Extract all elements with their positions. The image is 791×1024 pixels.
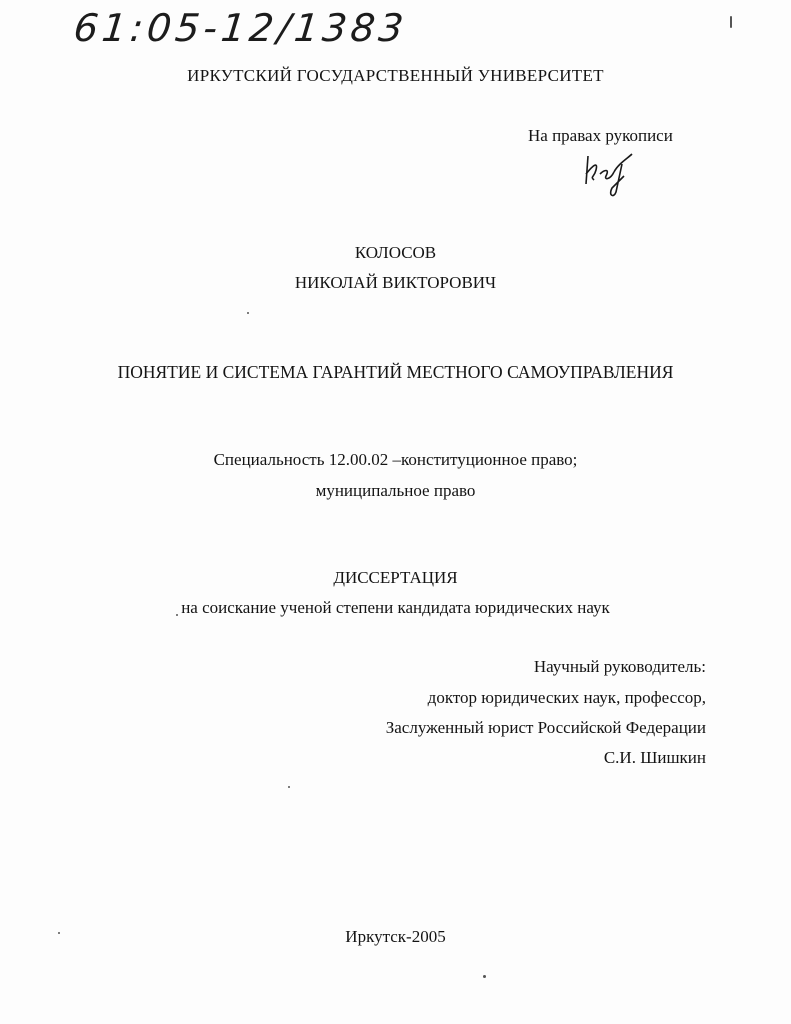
specialty-line-2: муниципальное право [315,481,476,500]
author-surname: КОЛОСОВ [354,243,437,262]
scan-artifact [288,786,290,788]
supervisor-label: Научный руководитель: [533,657,706,676]
author-signature [584,150,636,198]
scan-artifact [176,614,178,616]
scan-artifact [730,16,732,28]
archive-code: 61:05-12/1383 [71,6,410,50]
author-name: НИКОЛАЙ ВИКТОРОВИЧ [294,273,497,292]
scan-artifact [58,932,60,934]
scan-artifact [483,975,486,978]
supervisor-degree: доктор юридических наук, профессор, [427,688,706,707]
supervisor-name: С.И. Шишкин [603,748,706,767]
supervisor-honor: Заслуженный юрист Российской Федерации [385,718,706,737]
scan-artifact [247,312,249,314]
specialty-line-1: Специальность 12.00.02 –конституционное право; [213,450,578,469]
dissertation-title: ПОНЯТИЕ И СИСТЕМА ГАРАНТИЙ МЕСТНОГО САМОУПРАВЛЕНИЯ [117,362,674,382]
university-name: ИРКУТСКИЙ ГОСУДАРСТВЕННЫЙ УНИВЕРСИТЕТ [187,66,604,85]
manuscript-rights: На правах рукописи [528,126,673,145]
work-type-heading: ДИССЕРТАЦИЯ [333,568,458,587]
degree-subtitle: на соискание ученой степени кандидата юридических наук [181,598,610,617]
place-year: Иркутск-2005 [345,927,446,946]
